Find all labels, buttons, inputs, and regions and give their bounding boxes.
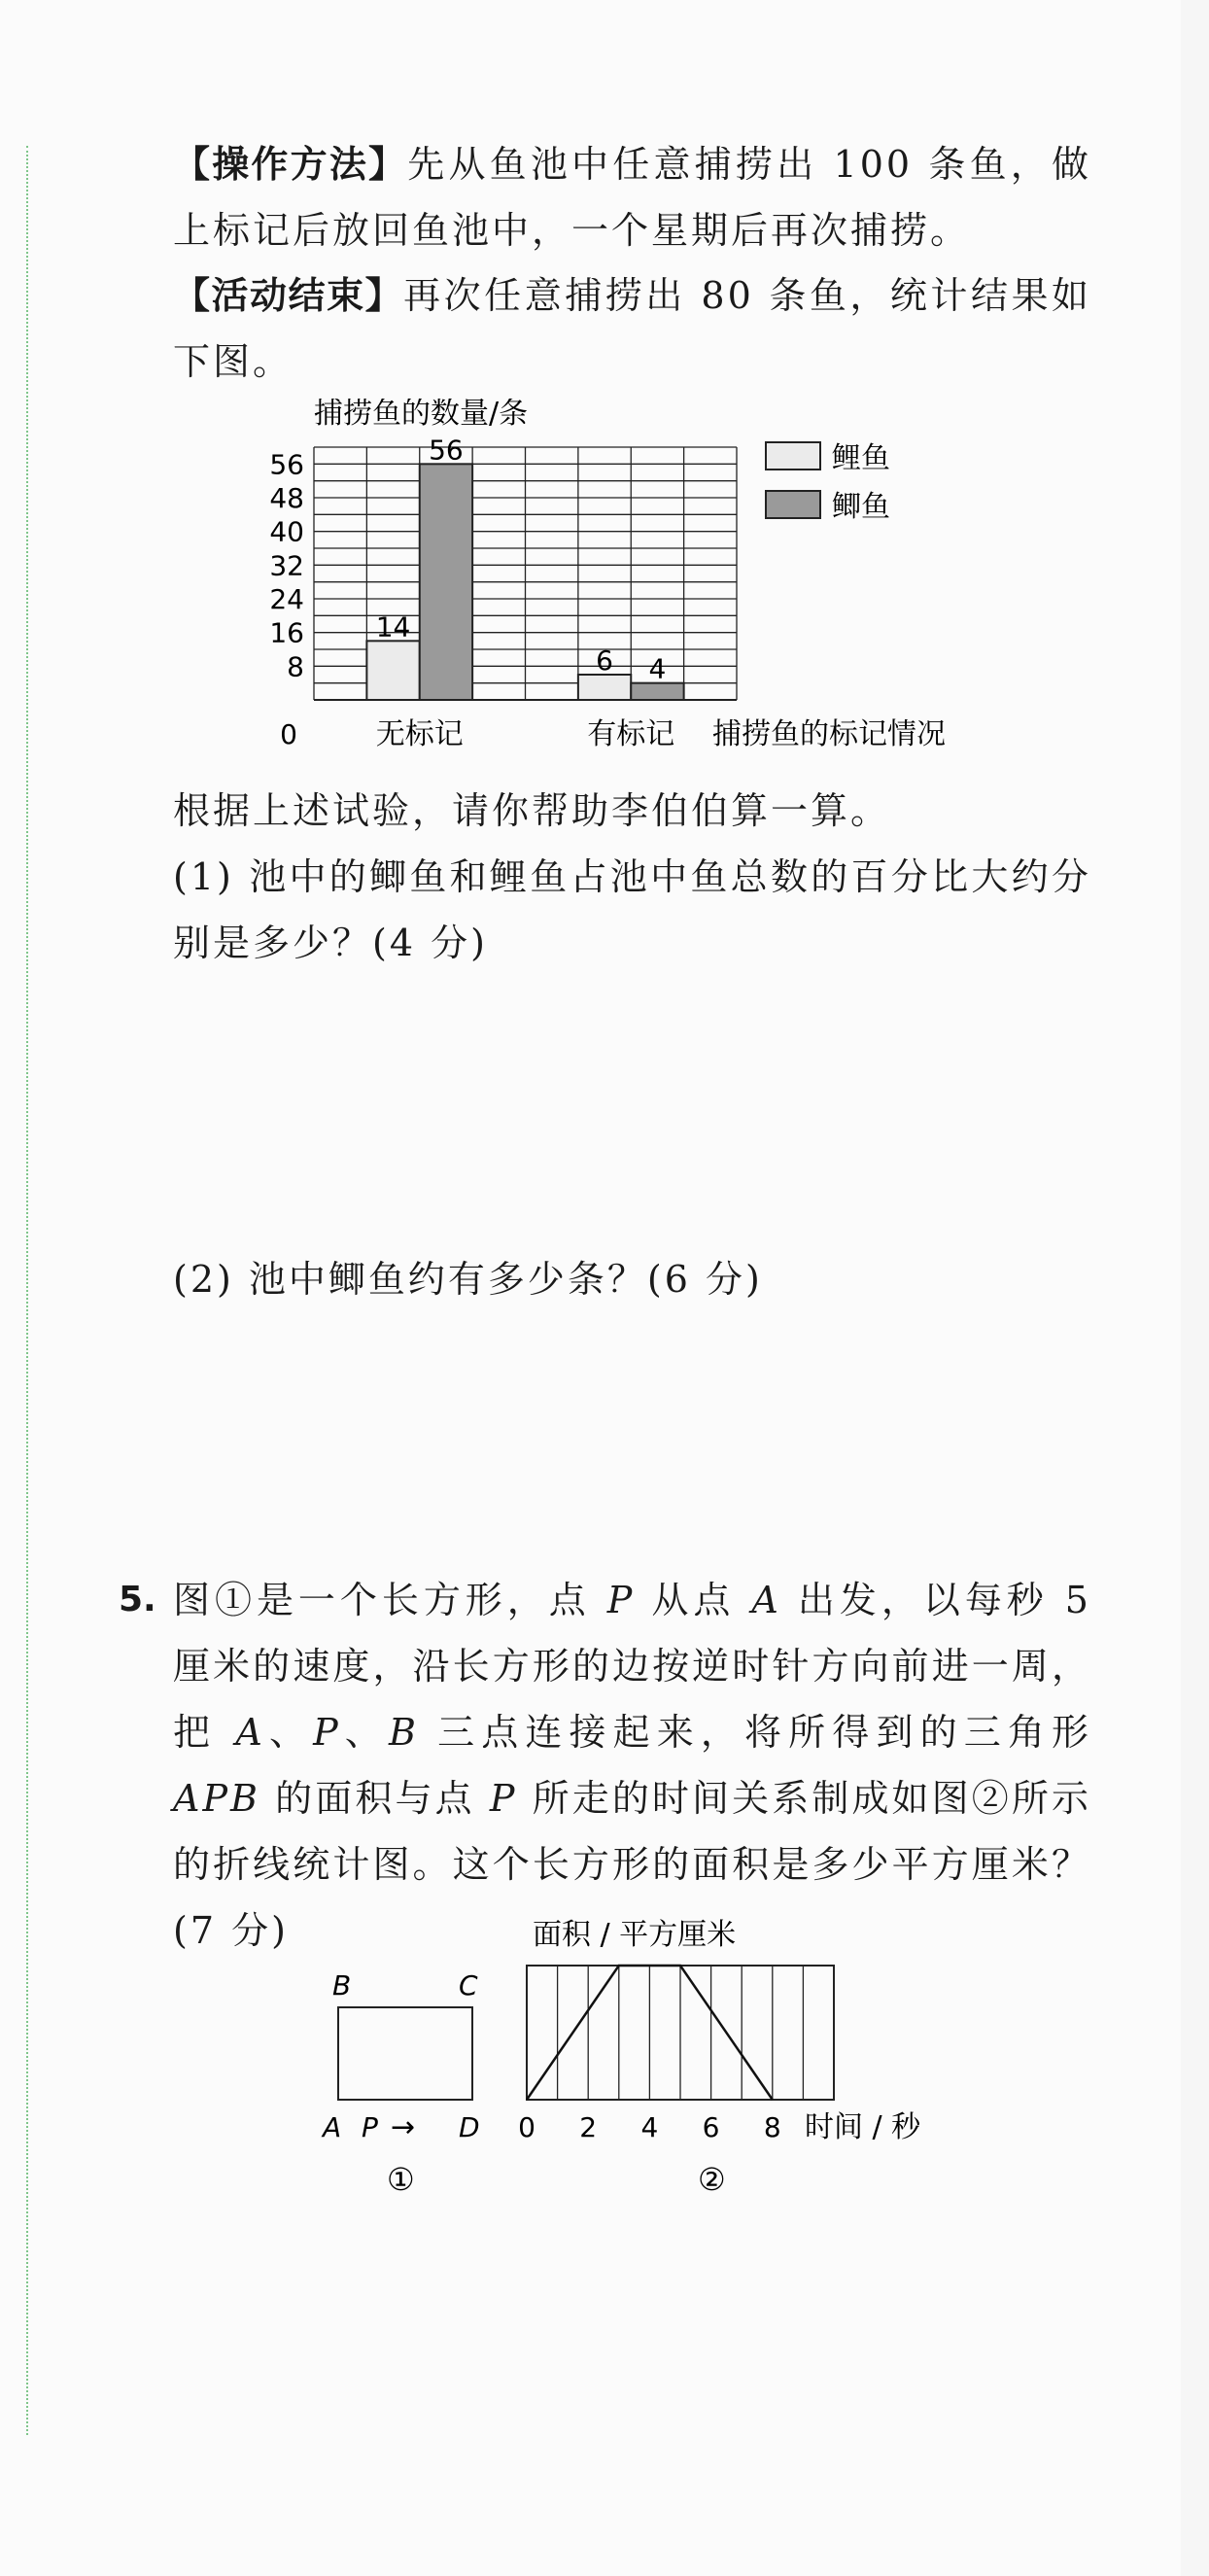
bar-鲫鱼 bbox=[420, 464, 472, 700]
vertex-c-label: C bbox=[459, 1969, 478, 2002]
x-tick-label: 6 bbox=[702, 2111, 720, 2143]
q5-var: P bbox=[313, 1711, 341, 1754]
bar-value-label: 14 bbox=[375, 610, 411, 644]
end-paragraph bbox=[173, 262, 1091, 395]
vertex-a-label: A bbox=[323, 2111, 342, 2143]
figure-2-line-chart bbox=[518, 1918, 921, 2198]
y-tick-label: 16 bbox=[269, 616, 304, 649]
method-label: 【操作方法】 bbox=[173, 143, 408, 186]
q5-text: 、 bbox=[264, 1711, 314, 1754]
q5-text: 出发，以每秒 5 厘米的速度，沿长方形的边按逆时针方向前进一周，把 bbox=[173, 1579, 1091, 1754]
bar-鲤鱼 bbox=[366, 641, 419, 700]
q5-var: A bbox=[751, 1579, 781, 1621]
end-label: 【活动结束】 bbox=[173, 274, 404, 317]
legend-swatch bbox=[766, 491, 820, 518]
figure-2-x-ticks bbox=[518, 2111, 781, 2143]
chart-y-ticks bbox=[269, 448, 304, 750]
category-label: 无标记 bbox=[375, 717, 464, 751]
chart-x-axis-label: 捕捞鱼的标记情况 bbox=[712, 717, 946, 751]
method-paragraph bbox=[173, 131, 1091, 263]
chart-y-axis-label: 捕捞鱼的数量/条 bbox=[314, 399, 529, 431]
q5-var: P bbox=[606, 1579, 636, 1621]
q5-text: 、 bbox=[340, 1711, 389, 1754]
chart-categories bbox=[376, 717, 675, 751]
q5-text: 图①是一个长方形，点 bbox=[173, 1579, 607, 1621]
y-tick-label: 24 bbox=[269, 583, 304, 615]
vertex-d-label: D bbox=[459, 2111, 480, 2143]
margin-dotted-line bbox=[26, 146, 28, 2435]
q5-var: A bbox=[235, 1711, 265, 1754]
figure-1-caption: ① bbox=[387, 2161, 415, 2198]
figure-2-y-label: 面积 / 平方厘米 bbox=[533, 1918, 737, 1952]
question-1: (1) 池中的鲫鱼和鲤鱼占池中鱼总数的百分比大约分别是多少？(4 分) bbox=[173, 855, 1091, 964]
legend-swatch bbox=[766, 442, 820, 470]
arrow-icon: → bbox=[391, 2110, 416, 2144]
method-text: 先从鱼池中任意捕捞出 100 条鱼，做上标记后放回鱼池中，一个星期后再次捕捞。 bbox=[173, 143, 1091, 252]
question-2: (2) 池中鲫鱼约有多少条？(6 分) bbox=[173, 1258, 763, 1301]
figure-1-rectangle bbox=[321, 1969, 480, 2198]
q5-text: 从点 bbox=[635, 1579, 752, 1621]
legend-label: 鲤鱼 bbox=[832, 441, 890, 475]
q5-text: 三点连接起来，将所得到的三角形 bbox=[418, 1711, 1091, 1754]
q5-var: APB bbox=[173, 1777, 260, 1820]
figure-2-caption: ② bbox=[698, 2161, 726, 2198]
vertex-b-label: B bbox=[332, 1969, 352, 2002]
bar-鲫鱼 bbox=[631, 683, 683, 700]
y-tick-label: 40 bbox=[269, 515, 304, 548]
y-tick-label: 8 bbox=[287, 650, 304, 683]
bar-value-label: 56 bbox=[429, 434, 464, 467]
x-tick-label: 0 bbox=[518, 2111, 535, 2143]
q5-text: 所走的时间关系制成如图②所示的折线统计图。这个长方形的面积是多少平方厘米？(7 分) bbox=[173, 1777, 1091, 1952]
category-label: 有标记 bbox=[587, 717, 675, 751]
fish-bar-chart bbox=[251, 399, 1009, 758]
x-tick-label: 8 bbox=[763, 2111, 781, 2143]
x-tick-label: 2 bbox=[579, 2111, 598, 2143]
y-tick-label: 32 bbox=[269, 549, 304, 582]
legend-label: 鲫鱼 bbox=[832, 490, 890, 524]
end-text: 再次任意捕捞出 80 条鱼，统计结果如下图。 bbox=[173, 274, 1091, 383]
q5-var: P bbox=[489, 1777, 518, 1820]
q5-text: 的面积与点 bbox=[259, 1777, 490, 1820]
point-p-label: P bbox=[362, 2111, 378, 2143]
bar-value-label: 6 bbox=[596, 644, 613, 677]
y-tick-label: 56 bbox=[269, 448, 304, 481]
x-tick-label: 4 bbox=[640, 2111, 659, 2143]
bar-鲤鱼 bbox=[578, 675, 631, 700]
rectangle-and-line-figures bbox=[311, 1905, 972, 2207]
question-5-number: 5. bbox=[119, 1580, 156, 1619]
instruction-text: 根据上述试验，请你帮助李伯伯算一算。 bbox=[173, 789, 891, 832]
bar-value-label: 4 bbox=[648, 652, 667, 685]
question-5-text bbox=[173, 1567, 1091, 1964]
q5-var: B bbox=[388, 1711, 419, 1754]
figure-2-x-label: 时间 / 秒 bbox=[805, 2110, 921, 2144]
chart-legend bbox=[766, 441, 890, 524]
y-tick-label: 0 bbox=[280, 718, 297, 750]
y-tick-label: 48 bbox=[269, 482, 304, 514]
